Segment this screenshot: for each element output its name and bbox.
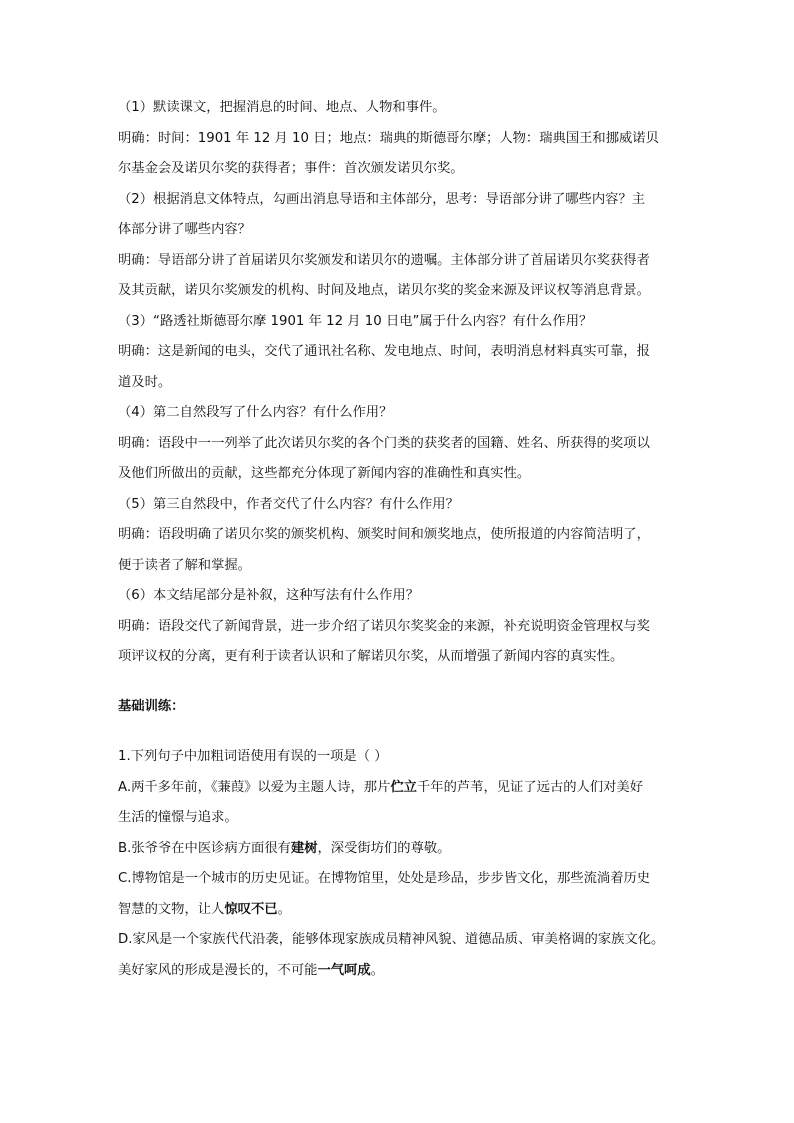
review-line: 明确：语段明确了诺贝尔奖的颁奖机构、颁奖时间和颁奖地点，使所报道的内容简洁明了， <box>118 527 650 542</box>
option-text: 智慧的文物，让人 <box>118 901 225 917</box>
option-a-line-2: 生活的憧憬与追求。 <box>118 810 238 825</box>
review-line: 及其贡献，诺贝尔奖颁发的机构、时间及地点，诺贝尔奖的奖金来源及评议权等消息背景。 <box>118 283 650 298</box>
review-line: 及他们所做出的贡献，这些都充分体现了新闻内容的准确性和真实性。 <box>118 466 531 481</box>
option-d-line-2 <box>118 961 680 981</box>
review-line: （2）根据消息文体特点，勾画出消息导语和主体部分，思考：导语部分讲了哪些内容？主 <box>118 191 646 207</box>
review-line: （1）默读课文，把握消息的时间、地点、人物和事件。 <box>118 100 446 115</box>
review-line: 尔基金会及诺贝尔奖的获得者；事件：首次颁发诺贝尔奖。 <box>118 161 464 176</box>
review-line: （5）第三自然段中，作者交代了什么内容？有什么作用？ <box>118 496 459 512</box>
review-line: 项评议权的分离，更有利于读者认识和了解诺贝尔奖，从而增强了新闻内容的真实性。 <box>118 649 624 664</box>
option-d-line-1: D.家风是一个家族代代沿袭，能够体现家族成员精神风貌、道德品质、审美格调的家族文化。 <box>118 932 665 947</box>
review-line: 明确：导语部分讲了首届诺贝尔奖颁发和诺贝尔的遗嘱。主体部分讲了首届诺贝尔奖获得者 <box>118 252 650 268</box>
question-stem: 1.下列句子中加粗词语使用有误的一项是（ ） <box>118 749 388 764</box>
review-section <box>118 98 680 667</box>
review-line: （4）第二自然段写了什么内容？有什么作用？ <box>118 405 393 420</box>
review-line: 明确：这是新闻的电头，交代了通讯社名称、发电地点、时间，表明消息材料真实可靠，报 <box>118 344 650 359</box>
bold-term: 建树 <box>290 840 318 856</box>
option-b <box>118 839 680 859</box>
section-heading: 基础训练： <box>118 699 185 714</box>
option-c-line-1: C.博物馆是一个城市的历史见证。在博物馆里，处处是珍品，步步皆文化，那些流淌着历史 <box>118 871 651 886</box>
review-line: 明确：语段中一一列举了此次诺贝尔奖的各个门类的获奖者的国籍、姓名、所获得的奖项以 <box>118 435 650 451</box>
option-text: ，深受街坊们的尊敬。 <box>317 840 451 856</box>
review-line: 明确：语段交代了新闻背景，进一步介绍了诺贝尔奖奖金的来源，补充说明资金管理权与奖 <box>118 618 650 634</box>
option-text: A.两千多年前，《蒹葭》以爱为主题人诗，那片 <box>118 779 391 795</box>
review-line: 便于读者了解和掌握。 <box>118 557 251 573</box>
bold-term: 一气呵成 <box>317 962 371 978</box>
review-line: （6）本文结尾部分是补叙，这种写法有什么作用？ <box>118 588 419 603</box>
bold-term: 伫立 <box>390 779 417 795</box>
review-line: （3）“路透社斯德哥尔摩 1901 年 12 月 10 日电”属于什么内容？有什么作用？ <box>118 313 593 329</box>
question-1 <box>118 747 680 981</box>
option-text: B.张爷爷在中医诊病方面很有 <box>118 840 291 856</box>
option-c-line-2 <box>118 900 680 920</box>
option-text: 千年的芦苇，见证了远古的人们对美好 <box>416 779 644 795</box>
option-text: 。 <box>277 901 291 917</box>
review-line: 明确：时间：1901 年 12 月 10 日；地点：瑞典的斯德哥尔摩；人物：瑞典国王和挪威诺贝 <box>118 130 659 146</box>
option-a-line-1 <box>118 778 680 798</box>
option-text: 。 <box>370 962 384 978</box>
document-page <box>118 98 680 981</box>
review-line: 道及时。 <box>118 374 172 390</box>
bold-term: 惊叹不已 <box>224 901 278 917</box>
review-line: 体部分讲了哪些内容？ <box>118 222 251 237</box>
option-text: 美好家风的形成是漫长的，不可能 <box>118 962 318 978</box>
